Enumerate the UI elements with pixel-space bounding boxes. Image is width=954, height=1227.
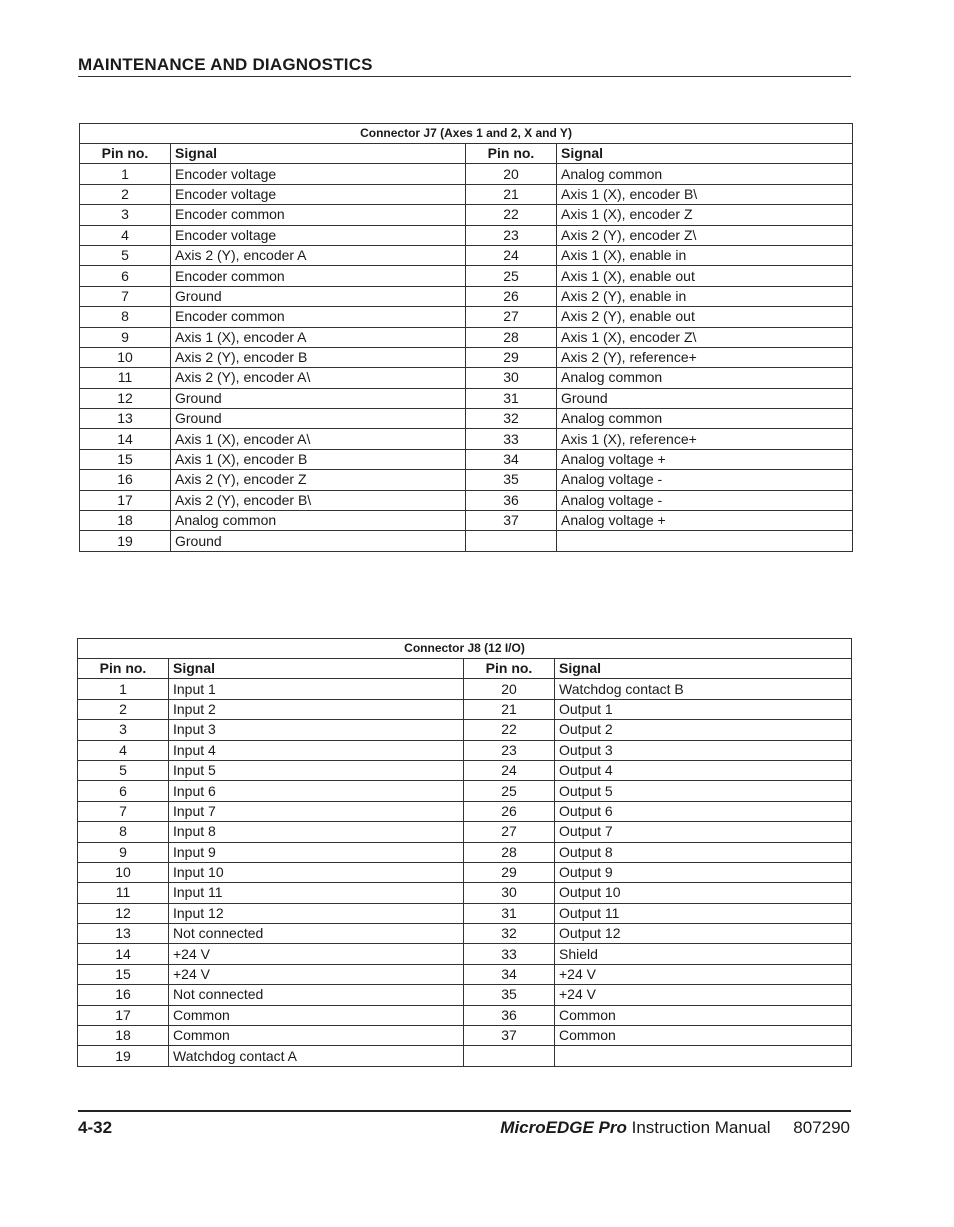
table-row: [80, 205, 853, 225]
signal-cell: Axis 1 (X), encoder B: [171, 449, 466, 469]
pin-number-cell: 33: [466, 429, 557, 449]
table-row: [80, 429, 853, 449]
signal-cell: Analog common: [557, 164, 853, 184]
signal-cell: Analog voltage +: [557, 511, 853, 531]
pin-number-cell: 37: [466, 511, 557, 531]
section-title: MAINTENANCE AND DIAGNOSTICS: [78, 55, 373, 74]
pin-number-cell: 24: [466, 245, 557, 265]
signal-cell: Ground: [171, 409, 466, 429]
signal-cell: Encoder voltage: [171, 164, 466, 184]
signal-cell: [557, 531, 853, 551]
signal-cell: Input 6: [169, 781, 464, 801]
signal-cell: Axis 2 (Y), enable out: [557, 307, 853, 327]
footer-manual-title: [500, 1118, 850, 1138]
table-row: [78, 781, 852, 801]
signal-cell: Watchdog contact A: [169, 1046, 464, 1066]
signal-cell: Axis 1 (X), enable out: [557, 266, 853, 286]
connector-j7-table: [79, 123, 853, 552]
table-row: [80, 409, 853, 429]
column-header-signal: Signal: [169, 659, 464, 679]
signal-cell: Ground: [171, 286, 466, 306]
column-header-pin: Pin no.: [78, 659, 169, 679]
column-header-pin: Pin no.: [464, 659, 555, 679]
pin-number-cell: 2: [80, 184, 171, 204]
signal-cell: Input 7: [169, 801, 464, 821]
pin-number-cell: 23: [466, 225, 557, 245]
table-row: [78, 1026, 852, 1046]
signal-cell: Common: [555, 1005, 852, 1025]
table-row: [78, 740, 852, 760]
pin-number-cell: 9: [78, 842, 169, 862]
pin-number-cell: 5: [80, 245, 171, 265]
pin-number-cell: 16: [78, 985, 169, 1005]
pin-number-cell: 19: [78, 1046, 169, 1066]
table-row: [78, 1046, 852, 1066]
pin-number-cell: 7: [80, 286, 171, 306]
table-row: [78, 944, 852, 964]
signal-cell: Axis 2 (Y), encoder Z: [171, 470, 466, 490]
signal-cell: Not connected: [169, 924, 464, 944]
footer-divider: [78, 1110, 851, 1112]
table-row: [78, 883, 852, 903]
signal-cell: Analog common: [171, 511, 466, 531]
column-header-pin: Pin no.: [80, 144, 171, 164]
pin-number-cell: 3: [78, 720, 169, 740]
signal-cell: Input 12: [169, 903, 464, 923]
signal-cell: Watchdog contact B: [555, 679, 852, 699]
signal-cell: Common: [555, 1026, 852, 1046]
pin-number-cell: 14: [78, 944, 169, 964]
pin-number-cell: 1: [78, 679, 169, 699]
table-row: [80, 490, 853, 510]
pin-number-cell: 3: [80, 205, 171, 225]
signal-cell: Axis 2 (Y), reference+: [557, 347, 853, 367]
pin-number-cell: 34: [464, 964, 555, 984]
signal-cell: Ground: [171, 388, 466, 408]
document-number: 807290: [793, 1118, 850, 1137]
pin-number-cell: 16: [80, 470, 171, 490]
pin-number-cell: 9: [80, 327, 171, 347]
pin-number-cell: [466, 531, 557, 551]
pin-number-cell: 6: [80, 266, 171, 286]
pin-number-cell: 13: [78, 924, 169, 944]
signal-cell: Analog common: [557, 409, 853, 429]
table-row: [80, 266, 853, 286]
signal-cell: +24 V: [555, 985, 852, 1005]
pin-number-cell: 15: [80, 449, 171, 469]
table-row: [80, 307, 853, 327]
pin-number-cell: 19: [80, 531, 171, 551]
pin-number-cell: 12: [80, 388, 171, 408]
pin-number-cell: 24: [464, 760, 555, 780]
signal-cell: Ground: [557, 388, 853, 408]
pin-number-cell: 29: [466, 347, 557, 367]
pin-number-cell: 15: [78, 964, 169, 984]
pin-number-cell: 17: [78, 1005, 169, 1025]
pin-number-cell: 25: [464, 781, 555, 801]
pin-number-cell: 27: [464, 822, 555, 842]
signal-cell: Input 3: [169, 720, 464, 740]
signal-cell: Input 8: [169, 822, 464, 842]
table-row: [78, 862, 852, 882]
signal-cell: Axis 2 (Y), encoder B\: [171, 490, 466, 510]
pin-number-cell: 21: [466, 184, 557, 204]
signal-cell: Output 9: [555, 862, 852, 882]
table-row: [80, 449, 853, 469]
table-row: [80, 164, 853, 184]
signal-cell: Common: [169, 1005, 464, 1025]
table-row: [78, 903, 852, 923]
signal-cell: Analog voltage -: [557, 470, 853, 490]
pin-number-cell: 4: [78, 740, 169, 760]
signal-cell: Output 1: [555, 699, 852, 719]
pin-number-cell: 32: [466, 409, 557, 429]
pin-number-cell: 32: [464, 924, 555, 944]
table-caption: Connector J8 (12 I/O): [78, 639, 852, 659]
pin-number-cell: 4: [80, 225, 171, 245]
signal-cell: Shield: [555, 944, 852, 964]
pin-number-cell: 30: [464, 883, 555, 903]
signal-cell: Axis 2 (Y), encoder A: [171, 245, 466, 265]
signal-cell: Axis 1 (X), encoder Z\: [557, 327, 853, 347]
pin-number-cell: 23: [464, 740, 555, 760]
column-header-signal: Signal: [171, 144, 466, 164]
pin-number-cell: 18: [78, 1026, 169, 1046]
table-row: [80, 531, 853, 551]
pin-number-cell: 17: [80, 490, 171, 510]
pin-number-cell: 28: [464, 842, 555, 862]
pin-number-cell: 35: [464, 985, 555, 1005]
signal-cell: Input 5: [169, 760, 464, 780]
pin-number-cell: 20: [464, 679, 555, 699]
signal-cell: Encoder common: [171, 307, 466, 327]
signal-cell: Axis 1 (X), encoder Z: [557, 205, 853, 225]
signal-cell: Axis 1 (X), reference+: [557, 429, 853, 449]
table-row: [80, 347, 853, 367]
table-row: [78, 822, 852, 842]
signal-cell: Axis 2 (Y), encoder A\: [171, 368, 466, 388]
column-header-pin: Pin no.: [466, 144, 557, 164]
table-row: [78, 801, 852, 821]
signal-cell: Output 4: [555, 760, 852, 780]
signal-cell: Input 10: [169, 862, 464, 882]
signal-cell: Encoder common: [171, 266, 466, 286]
table-row: [78, 985, 852, 1005]
pin-number-cell: 35: [466, 470, 557, 490]
table-row: [78, 842, 852, 862]
signal-cell: Axis 1 (X), enable in: [557, 245, 853, 265]
connector-j8-table: [77, 638, 852, 1067]
header-divider: [78, 76, 851, 77]
manual-label: Instruction Manual: [631, 1118, 771, 1137]
table-row: [78, 760, 852, 780]
pin-number-cell: 11: [78, 883, 169, 903]
pin-number-cell: 6: [78, 781, 169, 801]
table-row: [80, 184, 853, 204]
pin-number-cell: 34: [466, 449, 557, 469]
signal-cell: Encoder voltage: [171, 184, 466, 204]
pin-number-cell: 22: [466, 205, 557, 225]
signal-cell: [555, 1046, 852, 1066]
table-row: [78, 679, 852, 699]
pin-number-cell: 1: [80, 164, 171, 184]
signal-cell: Input 1: [169, 679, 464, 699]
signal-cell: Input 11: [169, 883, 464, 903]
signal-cell: Axis 2 (Y), encoder B: [171, 347, 466, 367]
table-row: [80, 286, 853, 306]
pin-number-cell: 7: [78, 801, 169, 821]
signal-cell: Input 2: [169, 699, 464, 719]
signal-cell: Input 4: [169, 740, 464, 760]
pin-number-cell: 28: [466, 327, 557, 347]
signal-cell: Output 5: [555, 781, 852, 801]
signal-cell: +24 V: [555, 964, 852, 984]
pin-number-cell: 13: [80, 409, 171, 429]
pin-number-cell: 2: [78, 699, 169, 719]
table-row: [78, 924, 852, 944]
pin-number-cell: 10: [78, 862, 169, 882]
pin-number-cell: 27: [466, 307, 557, 327]
signal-cell: Output 6: [555, 801, 852, 821]
table-row: [80, 368, 853, 388]
table-row: [80, 388, 853, 408]
signal-cell: Encoder common: [171, 205, 466, 225]
signal-cell: Not connected: [169, 985, 464, 1005]
pin-number-cell: 36: [464, 1005, 555, 1025]
signal-cell: Axis 1 (X), encoder A: [171, 327, 466, 347]
signal-cell: Axis 1 (X), encoder A\: [171, 429, 466, 449]
pin-number-cell: 12: [78, 903, 169, 923]
pin-number-cell: 22: [464, 720, 555, 740]
pin-number-cell: 30: [466, 368, 557, 388]
signal-cell: Output 2: [555, 720, 852, 740]
table-row: [80, 470, 853, 490]
table-caption: Connector J7 (Axes 1 and 2, X and Y): [80, 124, 853, 144]
table-row: [80, 225, 853, 245]
pin-number-cell: 33: [464, 944, 555, 964]
pin-number-cell: 36: [466, 490, 557, 510]
pin-number-cell: 31: [464, 903, 555, 923]
pin-number-cell: 37: [464, 1026, 555, 1046]
table-row: [78, 699, 852, 719]
signal-cell: Analog voltage +: [557, 449, 853, 469]
signal-cell: Encoder voltage: [171, 225, 466, 245]
signal-cell: Analog voltage -: [557, 490, 853, 510]
table-row: [80, 245, 853, 265]
signal-cell: Axis 1 (X), encoder B\: [557, 184, 853, 204]
signal-cell: Output 7: [555, 822, 852, 842]
column-header-signal: Signal: [557, 144, 853, 164]
column-header-signal: Signal: [555, 659, 852, 679]
signal-cell: Analog common: [557, 368, 853, 388]
pin-number-cell: 25: [466, 266, 557, 286]
signal-cell: Output 3: [555, 740, 852, 760]
table-row: [78, 1005, 852, 1025]
pin-number-cell: 18: [80, 511, 171, 531]
pin-number-cell: 20: [466, 164, 557, 184]
signal-cell: +24 V: [169, 964, 464, 984]
signal-cell: Output 8: [555, 842, 852, 862]
pin-number-cell: [464, 1046, 555, 1066]
signal-cell: Input 9: [169, 842, 464, 862]
signal-cell: Common: [169, 1026, 464, 1046]
pin-number-cell: 29: [464, 862, 555, 882]
pin-number-cell: 14: [80, 429, 171, 449]
signal-cell: Ground: [171, 531, 466, 551]
pin-number-cell: 11: [80, 368, 171, 388]
signal-cell: Axis 2 (Y), encoder Z\: [557, 225, 853, 245]
pin-number-cell: 21: [464, 699, 555, 719]
table-row: [78, 964, 852, 984]
pin-number-cell: 26: [464, 801, 555, 821]
pin-number-cell: 8: [78, 822, 169, 842]
pin-number-cell: 5: [78, 760, 169, 780]
signal-cell: +24 V: [169, 944, 464, 964]
pin-number-cell: 8: [80, 307, 171, 327]
pin-number-cell: 10: [80, 347, 171, 367]
product-brand: MicroEDGE Pro: [500, 1118, 627, 1137]
page-number: 4-32: [78, 1118, 113, 1137]
table-row: [80, 511, 853, 531]
signal-cell: Output 10: [555, 883, 852, 903]
signal-cell: Output 11: [555, 903, 852, 923]
pin-number-cell: 31: [466, 388, 557, 408]
pin-number-cell: 26: [466, 286, 557, 306]
table-row: [80, 327, 853, 347]
table-row: [78, 720, 852, 740]
signal-cell: Output 12: [555, 924, 852, 944]
signal-cell: Axis 2 (Y), enable in: [557, 286, 853, 306]
